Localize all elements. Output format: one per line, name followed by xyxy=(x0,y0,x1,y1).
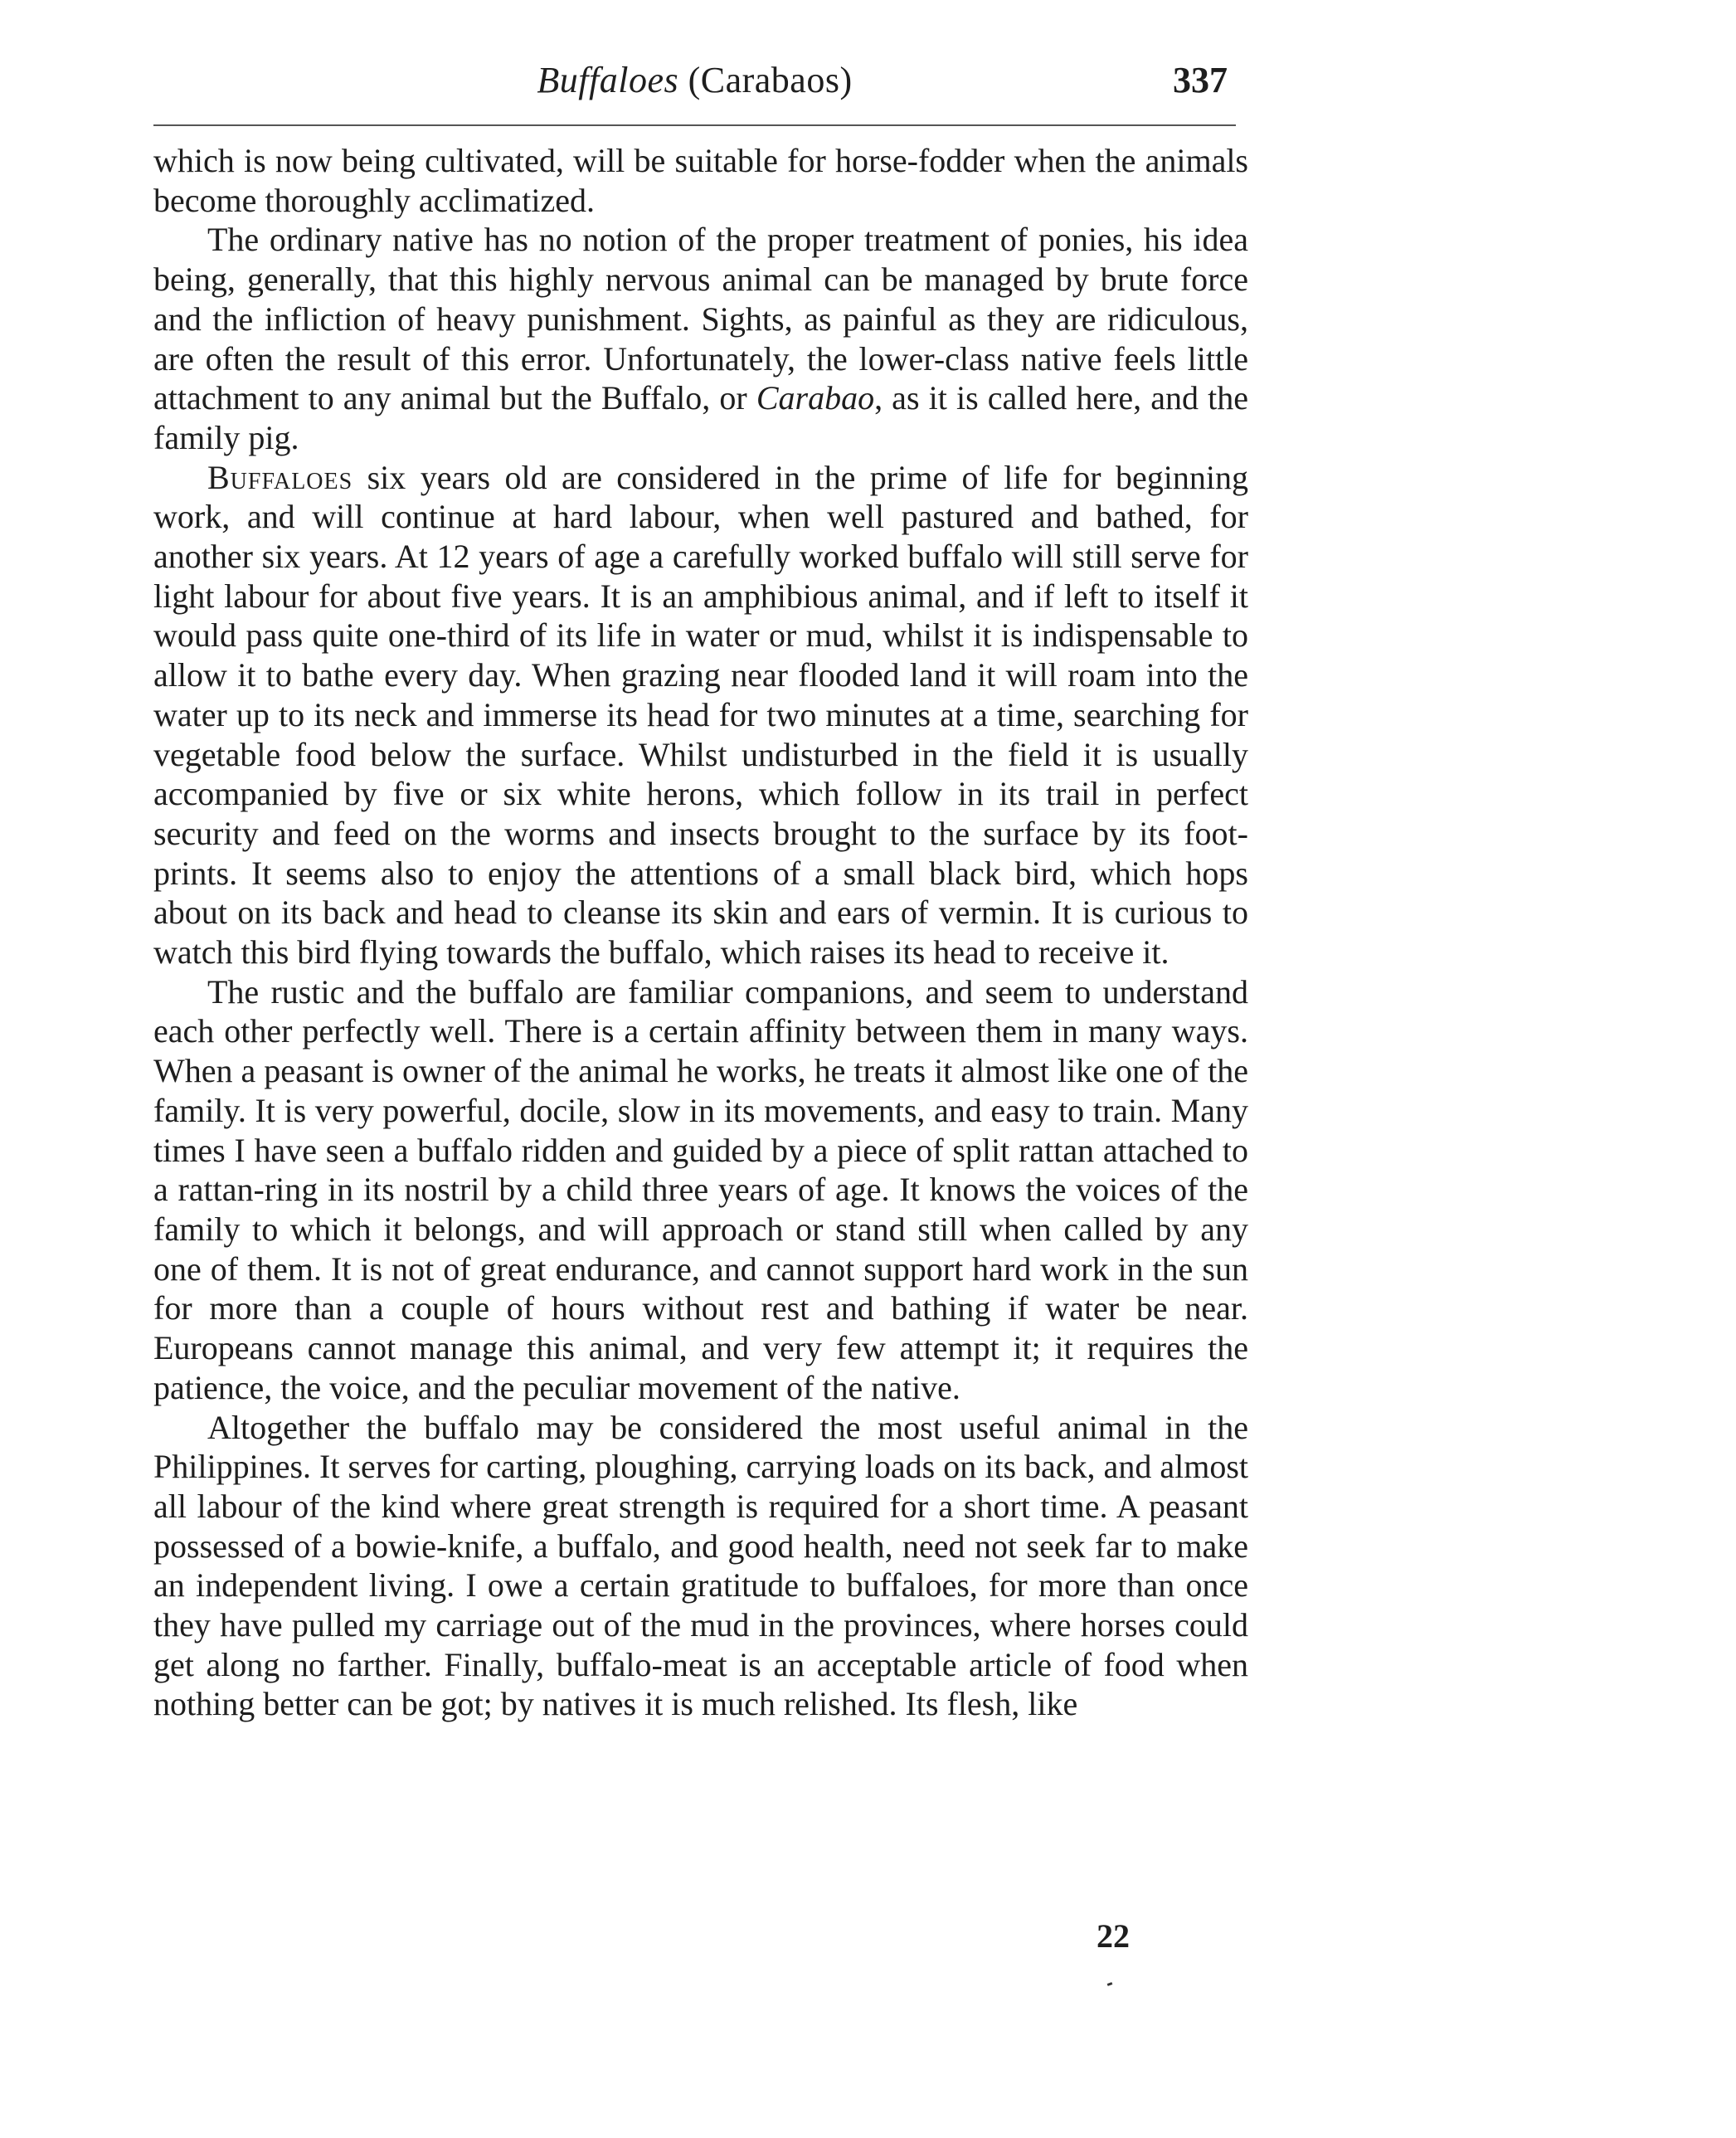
paragraph-3 xyxy=(153,458,1248,972)
running-title xyxy=(153,59,1236,101)
paragraph-4-text: The rustic and the buffalo are familiar companions, and seem to understand each other perfectly well. There is a certain affinity between them in many ways. When a peasant is owner of the animal he works, he treats it almost like one of the family. It is very powerful, docile, slow in its movements, and easy to train. Many times I have seen a buffalo ridden and guided by a piece of split rattan attached to a rattan-ring in its nostril by a child three years of age. It knows the voices of the family to which it belongs, and will approach or stand still when called by any one of them. It is not of great endurance, and cannot support hard work in the sun for more than a couple of hours without rest and bathing if water be near. Europeans cannot manage this animal, and very few attempt it; it requires the patience, the voice, and the peculiar movement of the native. xyxy=(153,972,1248,1406)
paragraph-1-text: which is now being cultivated, will be suitable for horse-fodder when the animals become thoroughly acclimatized. xyxy=(153,142,1248,219)
stray-ink-mark xyxy=(1107,1982,1113,1986)
paragraph-1 xyxy=(153,141,1248,220)
paragraph-2 xyxy=(153,220,1248,457)
paragraph-2-italic: Carabao xyxy=(756,379,875,417)
header-rule xyxy=(153,124,1236,126)
paragraph-5-text: Altogether the buffalo may be considered the most useful animal in the Philippines. It serves for carting, ploughing, carrying loads on its back, and almost all labour of the kind where great strength is required for a short time. A peasant possessed of a bowie-knife, a buffalo, and good health, need not seek far to make an independent living. I owe a certain gratitude to buffaloes, for more than once they have pulled my carriage out of the mud in the provinces, where horses could get along no farther. Finally, buffalo-meat is an acceptable article of food when nothing better can be got; by natives it is much relished. Its flesh, like xyxy=(153,1408,1248,1723)
running-title-italic: Buffaloes xyxy=(537,60,679,100)
running-title-rest: (Carabaos) xyxy=(678,60,853,100)
paragraph-3-lead: Buffaloes xyxy=(207,458,353,496)
paragraph-4 xyxy=(153,972,1248,1408)
paragraph-5 xyxy=(153,1408,1248,1725)
signature-mark: 22 xyxy=(1097,1917,1130,1955)
page-header xyxy=(153,54,1236,120)
paragraph-2-text: The ordinary native has no notion of the proper treatment of ponies, his idea being, generally, that this highly nervous animal can be managed by brute force and the infliction of heavy punishment. Sights, as painful as they are ridiculous, are often the result of this error. Unfortunately, the lower-class native feels little attachment to any animal but the Buffalo, or xyxy=(153,221,1248,417)
page-number: 337 xyxy=(1173,60,1228,100)
paragraph-3-text: six years old are considered in the prime of life for beginning work, and will continue at hard labour, when well pastured and bathed, for another six years. At 12 years of age a carefully worked buffalo will still serve for light labour for about five years. It is an amphibious animal, and if left to itself it would pass quite one-third of its life in water or mud, whilst it is indispensable to allow it to bathe every day. When grazing near flooded land it will roam into the water up to its neck and immerse its head for two minutes at a time, searching for vegetable food below the surface. Whilst undisturbed in the field it is usually accompanied by five or six white herons, which follow in its trail in perfect security and feed on the worms and insects brought to the surface by its foot-prints. It seems also to enjoy the attentions of a small black bird, which hops about on its back and head to cleanse its skin and ears of vermin. It is curious to watch this bird flying towards the buffalo, which raises its head to receive it. xyxy=(153,458,1248,972)
body-text xyxy=(153,141,1248,1724)
paragraph-2-after: , as it is called here, and the family pig. xyxy=(153,379,1249,456)
